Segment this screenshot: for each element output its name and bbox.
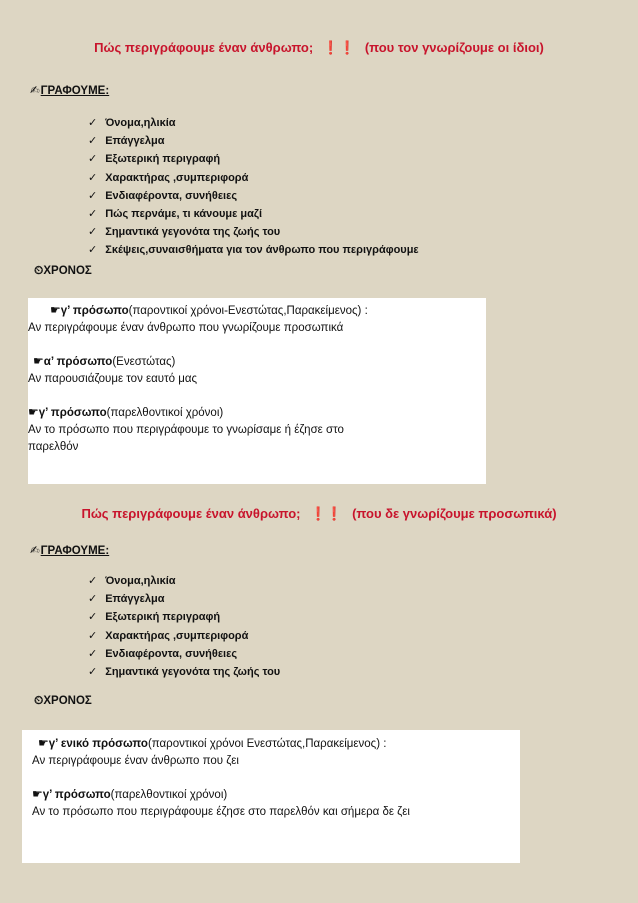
list-item: ✓ Εξωτερική περιγραφή — [88, 152, 221, 166]
check-icon: ✓ — [88, 628, 98, 642]
check-icon: ✓ — [88, 116, 98, 129]
box-line: Αν παρουσιάζουμε τον εαυτό μας — [28, 373, 198, 385]
clock-icon: ⏲ — [34, 693, 44, 707]
list-item: ✓ Χαρακτήρας ,συμπεριφορά — [88, 170, 249, 184]
section2-write-heading — [30, 543, 109, 557]
check-icon: ✓ — [88, 646, 98, 660]
check-icon: ✓ — [88, 134, 98, 148]
section2-title-main: Πώς περιγράφουμε έναν άνθρωπο; — [81, 506, 301, 521]
section2-time-heading: ⏲ΧΡΟΝΟΣ — [34, 693, 92, 707]
section1-title-main: Πώς περιγράφουμε έναν άνθρωπο; — [94, 40, 314, 55]
list-item: ✓ Σημαντικά γεγονότα της ζωής του — [88, 225, 281, 239]
list-item: ✓ Χαρακτήρας ,συμπεριφορά — [88, 628, 249, 642]
pointing-hand-icon: ☛ — [38, 736, 49, 750]
list-item: ✓ Επάγγελμα — [88, 134, 165, 148]
check-icon: ✓ — [88, 188, 98, 202]
pointing-hand-icon: ☛ — [50, 303, 61, 317]
section2-title — [0, 506, 638, 522]
box-line: ☛γ’ πρόσωπο(παροντικοί χρόνοι-Ενεστώτας,Παρακείμενος) : — [50, 303, 368, 317]
check-icon: ✓ — [88, 610, 98, 624]
list-item: ✓ Σκέψεις,συναισθήματα για τον άνθρωπο που περιγράφουμε — [88, 243, 419, 257]
pen-icon: ✍ — [30, 543, 40, 557]
box-line: ☛γ’ ενικό πρόσωπο(παροντικοί χρόνοι Ενεστώτας,Παρακείμενος) : — [38, 736, 387, 750]
pointing-hand-icon: ☛ — [33, 354, 44, 368]
exclamation-icon: ❗❗ — [322, 41, 356, 56]
check-icon: ✓ — [88, 207, 98, 221]
section1-time-box — [28, 298, 486, 484]
box-line: Αν το πρόσωπο που περιγράφουμε το γνωρίσαμε ή έζησε στο — [28, 424, 344, 436]
section2-time-box — [22, 730, 520, 863]
pen-icon: ✍ — [30, 83, 40, 97]
box-line: ☛γ’ πρόσωπο(παρελθοντικοί χρόνοι) — [28, 405, 224, 419]
box-line: Αν το πρόσωπο που περιγράφουμε έζησε στο παρελθόν και σήμερα δε ζει — [32, 806, 410, 818]
list-item: ✓ Πώς περνάμε, τι κάνουμε μαζί — [88, 207, 263, 221]
section1-checklist — [88, 114, 419, 260]
check-icon: ✓ — [88, 592, 98, 606]
section1-title — [0, 40, 638, 56]
exclamation-icon: ❗❗ — [310, 507, 343, 522]
clock-icon: ⏲ — [34, 263, 44, 277]
list-item: ✓ Όνομα,ηλικία — [88, 574, 176, 587]
section1-time-heading: ⏲ΧΡΟΝΟΣ — [34, 263, 92, 277]
list-item: ✓ Σημαντικά γεγονότα της ζωής του — [88, 665, 281, 679]
check-icon: ✓ — [88, 225, 98, 239]
section2-checklist — [88, 572, 280, 681]
box-line: Αν περιγράφουμε έναν άνθρωπο που ζει — [32, 755, 239, 767]
check-icon: ✓ — [88, 170, 98, 184]
check-icon: ✓ — [88, 665, 98, 679]
section2-title-note: (που δε γνωρίζουμε προσωπικά) — [352, 506, 557, 521]
list-item: ✓ Ενδιαφέροντα, συνήθειες — [88, 188, 238, 202]
check-icon: ✓ — [88, 574, 98, 587]
pointing-hand-icon: ☛ — [28, 405, 39, 419]
pointing-hand-icon: ☛ — [32, 787, 43, 801]
list-item: ✓ Όνομα,ηλικία — [88, 116, 176, 129]
box-line: παρελθόν — [28, 441, 79, 453]
list-item: ✓ Ενδιαφέροντα, συνήθειες — [88, 646, 238, 660]
list-item: ✓ Επάγγελμα — [88, 592, 165, 606]
check-icon: ✓ — [88, 152, 98, 166]
section2-write-heading-text: ΓΡΑΦΟΥΜΕ: — [40, 545, 110, 557]
check-icon: ✓ — [88, 243, 98, 257]
box-line: ☛α’ πρόσωπο(Ενεστώτας) — [33, 354, 176, 368]
list-item: ✓ Εξωτερική περιγραφή — [88, 610, 221, 624]
box-line: ☛γ’ πρόσωπο(παρελθοντικοί χρόνοι) — [32, 787, 228, 801]
section1-write-heading-text: ΓΡΑΦΟΥΜΕ: — [40, 85, 110, 97]
box-line: Αν περιγράφουμε έναν άνθρωπο που γνωρίζουμε προσωπικά — [28, 322, 344, 334]
section1-write-heading — [30, 83, 109, 97]
section1-title-note: (που τον γνωρίζουμε οι ίδιοι) — [364, 40, 544, 55]
